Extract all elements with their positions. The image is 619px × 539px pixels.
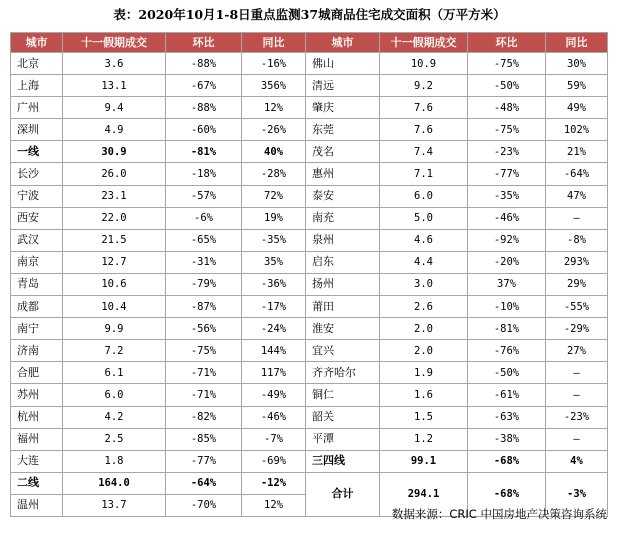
right-yoy-cell: -23% (546, 406, 608, 428)
right-city-cell: 茂名 (306, 141, 380, 163)
data-source-note: 数据来源：CRIC 中国房地产决策咨询系统 (391, 507, 607, 521)
right-area-cell: 2.0 (380, 318, 468, 340)
header-mom-left: 环比 (166, 33, 242, 53)
right-city-cell: 莆田 (306, 296, 380, 318)
left-city-cell: 合肥 (11, 362, 63, 384)
left-city-cell: 苏州 (11, 384, 63, 406)
left-mom-cell: -81% (166, 141, 242, 163)
right-mom-cell: -63% (468, 406, 546, 428)
left-yoy-cell: 40% (242, 141, 306, 163)
header-row (11, 33, 608, 53)
right-yoy-cell: 29% (546, 273, 608, 295)
left-mom-cell: -56% (166, 318, 242, 340)
right-city-cell: 惠州 (306, 163, 380, 185)
right-city-cell: 东莞 (306, 119, 380, 141)
right-area-cell: 9.2 (380, 75, 468, 97)
table-row (11, 406, 608, 428)
left-yoy-cell: -46% (242, 406, 306, 428)
left-city-cell: 一线 (11, 141, 63, 163)
right-yoy-cell: — (546, 362, 608, 384)
right-yoy-cell: -8% (546, 229, 608, 251)
left-mom-cell: -77% (166, 450, 242, 472)
left-area-cell: 1.8 (63, 450, 166, 472)
right-yoy-cell: 27% (546, 340, 608, 362)
right-city-cell: 南充 (306, 207, 380, 229)
left-mom-cell: -87% (166, 296, 242, 318)
left-area-cell: 4.2 (63, 406, 166, 428)
header-yoy-left: 同比 (242, 33, 306, 53)
left-mom-cell: -85% (166, 428, 242, 450)
right-yoy-cell: 21% (546, 141, 608, 163)
left-city-cell: 上海 (11, 75, 63, 97)
left-area-cell: 26.0 (63, 163, 166, 185)
left-mom-cell: -71% (166, 362, 242, 384)
left-yoy-cell: -17% (242, 296, 306, 318)
left-city-cell: 广州 (11, 97, 63, 119)
right-yoy-cell: -55% (546, 296, 608, 318)
left-yoy-cell: 35% (242, 251, 306, 273)
table-row (11, 207, 608, 229)
table-row (11, 384, 608, 406)
left-mom-cell: -18% (166, 163, 242, 185)
left-mom-cell: -82% (166, 406, 242, 428)
left-city-cell: 南宁 (11, 318, 63, 340)
right-city-cell: 扬州 (306, 273, 380, 295)
left-mom-cell: -57% (166, 185, 242, 207)
left-area-cell: 7.2 (63, 340, 166, 362)
right-city-cell: 肇庆 (306, 97, 380, 119)
left-area-cell: 23.1 (63, 185, 166, 207)
total-area-cell: 294.1 (380, 472, 468, 516)
left-city-cell: 深圳 (11, 119, 63, 141)
left-area-cell: 4.9 (63, 119, 166, 141)
left-area-cell: 9.4 (63, 97, 166, 119)
left-yoy-cell: 117% (242, 362, 306, 384)
total-city-cell: 合计 (306, 472, 380, 516)
right-mom-cell: -50% (468, 75, 546, 97)
right-area-cell: 99.1 (380, 450, 468, 472)
left-city-cell: 青岛 (11, 273, 63, 295)
table-row (11, 229, 608, 251)
right-area-cell: 1.2 (380, 428, 468, 450)
left-city-cell: 南京 (11, 251, 63, 273)
right-yoy-cell: 4% (546, 450, 608, 472)
left-mom-cell: -31% (166, 251, 242, 273)
table-title: 表：2020年10月1-8日重点监测37城商品住宅成交面积（万平方米） (113, 7, 506, 22)
right-yoy-cell: -64% (546, 163, 608, 185)
right-area-cell: 7.1 (380, 163, 468, 185)
right-yoy-cell: 59% (546, 75, 608, 97)
right-yoy-cell: 49% (546, 97, 608, 119)
total-mom-cell: -68% (468, 472, 546, 516)
right-yoy-cell: 47% (546, 185, 608, 207)
left-area-cell: 30.9 (63, 141, 166, 163)
right-area-cell: 4.4 (380, 251, 468, 273)
right-mom-cell: -35% (468, 185, 546, 207)
right-mom-cell: -81% (468, 318, 546, 340)
left-yoy-cell: 356% (242, 75, 306, 97)
right-mom-cell: -92% (468, 229, 546, 251)
right-mom-cell: -10% (468, 296, 546, 318)
table-row (11, 318, 608, 340)
right-mom-cell: 37% (468, 273, 546, 295)
left-city-cell: 长沙 (11, 163, 63, 185)
right-yoy-cell: — (546, 384, 608, 406)
left-yoy-cell: 72% (242, 185, 306, 207)
left-area-cell: 3.6 (63, 53, 166, 75)
right-city-cell: 清远 (306, 75, 380, 97)
table-row (11, 141, 608, 163)
table-row (11, 119, 608, 141)
right-city-cell: 齐齐哈尔 (306, 362, 380, 384)
right-mom-cell: -75% (468, 53, 546, 75)
left-city-cell: 武汉 (11, 229, 63, 251)
left-mom-cell: -60% (166, 119, 242, 141)
right-mom-cell: -61% (468, 384, 546, 406)
left-mom-cell: -6% (166, 207, 242, 229)
table-row (11, 251, 608, 273)
right-city-cell: 淮安 (306, 318, 380, 340)
left-yoy-cell: -49% (242, 384, 306, 406)
right-area-cell: 10.9 (380, 53, 468, 75)
left-area-cell: 2.5 (63, 428, 166, 450)
right-area-cell: 3.0 (380, 273, 468, 295)
right-city-cell: 泉州 (306, 229, 380, 251)
right-mom-cell: -20% (468, 251, 546, 273)
left-city-cell: 温州 (11, 494, 63, 516)
right-area-cell: 1.5 (380, 406, 468, 428)
left-area-cell: 164.0 (63, 472, 166, 494)
table-row (11, 97, 608, 119)
right-yoy-cell: 293% (546, 251, 608, 273)
right-mom-cell: -75% (468, 119, 546, 141)
left-area-cell: 13.1 (63, 75, 166, 97)
left-yoy-cell: -16% (242, 53, 306, 75)
left-area-cell: 22.0 (63, 207, 166, 229)
right-area-cell: 7.4 (380, 141, 468, 163)
left-mom-cell: -64% (166, 472, 242, 494)
right-mom-cell: -50% (468, 362, 546, 384)
right-mom-cell: -77% (468, 163, 546, 185)
left-area-cell: 13.7 (63, 494, 166, 516)
left-yoy-cell: -7% (242, 428, 306, 450)
right-mom-cell: -23% (468, 141, 546, 163)
right-mom-cell: -46% (468, 207, 546, 229)
header-area-left: 十一假期成交 (63, 33, 166, 53)
total-yoy-cell: -3% (546, 472, 608, 516)
right-area-cell: 2.6 (380, 296, 468, 318)
right-area-cell: 7.6 (380, 119, 468, 141)
left-area-cell: 12.7 (63, 251, 166, 273)
right-yoy-cell: 30% (546, 53, 608, 75)
right-city-cell: 启东 (306, 251, 380, 273)
right-city-cell: 佛山 (306, 53, 380, 75)
left-city-cell: 福州 (11, 428, 63, 450)
left-mom-cell: -79% (166, 273, 242, 295)
left-city-cell: 宁波 (11, 185, 63, 207)
header-yoy-right: 同比 (546, 33, 608, 53)
table-row (11, 273, 608, 295)
right-area-cell: 7.6 (380, 97, 468, 119)
table-row (11, 340, 608, 362)
right-mom-cell: -38% (468, 428, 546, 450)
right-area-cell: 4.6 (380, 229, 468, 251)
right-yoy-cell: -29% (546, 318, 608, 340)
left-city-cell: 大连 (11, 450, 63, 472)
right-city-cell: 铜仁 (306, 384, 380, 406)
right-city-cell: 平潭 (306, 428, 380, 450)
left-area-cell: 6.0 (63, 384, 166, 406)
header-city-left: 城市 (11, 33, 63, 53)
left-mom-cell: -75% (166, 340, 242, 362)
left-yoy-cell: 12% (242, 97, 306, 119)
left-mom-cell: -70% (166, 494, 242, 516)
table-row (11, 185, 608, 207)
right-city-cell: 泰安 (306, 185, 380, 207)
right-mom-cell: -68% (468, 450, 546, 472)
header-area-right: 十一假期成交 (380, 33, 468, 53)
left-mom-cell: -71% (166, 384, 242, 406)
left-area-cell: 9.9 (63, 318, 166, 340)
transaction-table (10, 32, 608, 517)
table-row (11, 472, 608, 494)
left-yoy-cell: -26% (242, 119, 306, 141)
left-yoy-cell: -36% (242, 273, 306, 295)
right-city-cell: 宜兴 (306, 340, 380, 362)
table-row (11, 163, 608, 185)
right-area-cell: 5.0 (380, 207, 468, 229)
left-city-cell: 二线 (11, 472, 63, 494)
right-yoy-cell: — (546, 207, 608, 229)
right-city-cell: 三四线 (306, 450, 380, 472)
header-mom-right: 环比 (468, 33, 546, 53)
table-row (11, 296, 608, 318)
left-city-cell: 济南 (11, 340, 63, 362)
left-area-cell: 10.6 (63, 273, 166, 295)
left-mom-cell: -65% (166, 229, 242, 251)
header-city-right: 城市 (306, 33, 380, 53)
right-yoy-cell: — (546, 428, 608, 450)
left-mom-cell: -88% (166, 97, 242, 119)
left-yoy-cell: -24% (242, 318, 306, 340)
right-area-cell: 1.9 (380, 362, 468, 384)
right-area-cell: 6.0 (380, 185, 468, 207)
table-row (11, 53, 608, 75)
left-area-cell: 10.4 (63, 296, 166, 318)
table-row (11, 362, 608, 384)
table-row (11, 428, 608, 450)
right-city-cell: 韶关 (306, 406, 380, 428)
left-mom-cell: -67% (166, 75, 242, 97)
left-yoy-cell: 144% (242, 340, 306, 362)
left-area-cell: 21.5 (63, 229, 166, 251)
table-row (11, 75, 608, 97)
right-area-cell: 1.6 (380, 384, 468, 406)
left-city-cell: 杭州 (11, 406, 63, 428)
left-city-cell: 北京 (11, 53, 63, 75)
left-yoy-cell: 12% (242, 494, 306, 516)
left-area-cell: 6.1 (63, 362, 166, 384)
right-area-cell: 2.0 (380, 340, 468, 362)
left-yoy-cell: -12% (242, 472, 306, 494)
left-mom-cell: -88% (166, 53, 242, 75)
table-row (11, 450, 608, 472)
right-mom-cell: -48% (468, 97, 546, 119)
left-yoy-cell: -28% (242, 163, 306, 185)
left-yoy-cell: -69% (242, 450, 306, 472)
right-yoy-cell: 102% (546, 119, 608, 141)
left-city-cell: 西安 (11, 207, 63, 229)
left-yoy-cell: -35% (242, 229, 306, 251)
left-city-cell: 成都 (11, 296, 63, 318)
right-mom-cell: -76% (468, 340, 546, 362)
left-yoy-cell: 19% (242, 207, 306, 229)
